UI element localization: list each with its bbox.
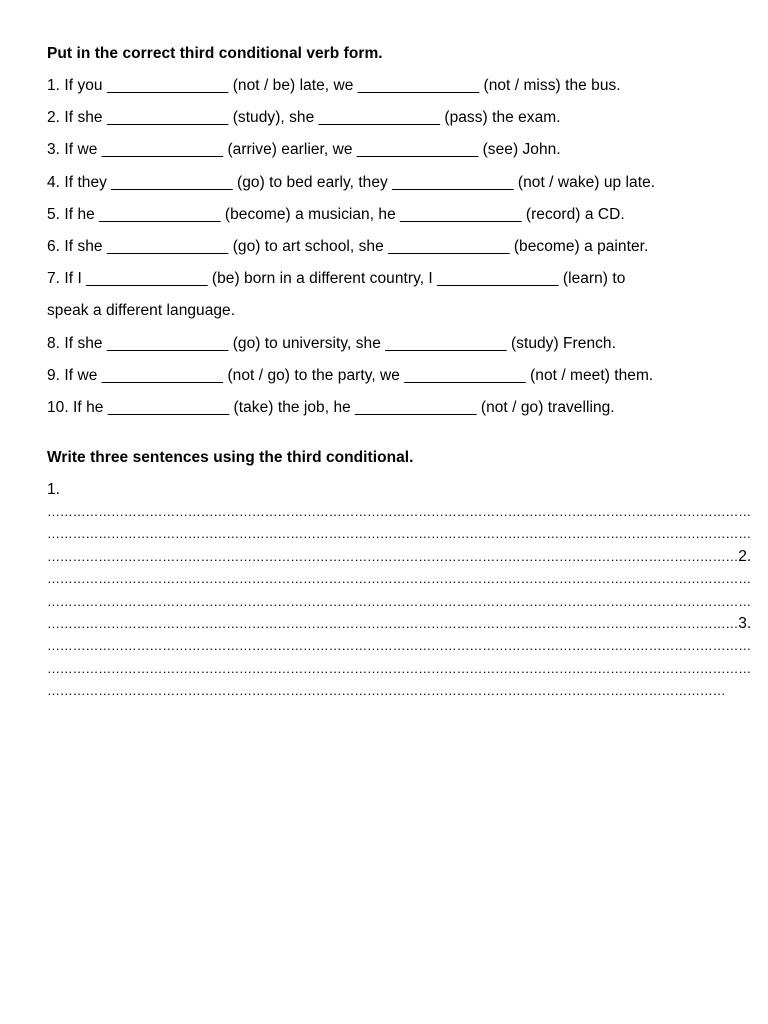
dotted-line: …………………………………………………………………………………………………………………………………………… xyxy=(47,683,726,699)
writing-line[interactable] xyxy=(47,635,752,657)
exercise1-heading: Put in the correct third conditional verb form. xyxy=(47,45,383,62)
writing-line[interactable] xyxy=(47,523,752,545)
writing-line[interactable] xyxy=(47,501,752,523)
exercise-line-3: 3. If we ______________ (arrive) earlier, we ______________ (see) John. xyxy=(47,141,561,159)
exercise-line-9: 9. If we ______________ (not / go) to the party, we ______________ (not / meet) them. xyxy=(47,366,654,384)
writing-line[interactable] xyxy=(47,613,752,635)
sentence-3-label: 3. xyxy=(738,615,752,633)
exercise-line-10: 10. If he ______________ (take) the job, he ______________ (not / go) travelling. xyxy=(47,398,615,416)
worksheet-page xyxy=(47,42,752,703)
writing-lines xyxy=(47,501,752,703)
writing-line[interactable] xyxy=(47,658,752,680)
dotted-line: ………………………………………………………………………………………………………………………………………………… xyxy=(47,504,752,520)
dotted-line: ………………………………………………………………………………………………………………………………………………… xyxy=(47,638,752,654)
exercise-line-2: 2. If she ______________ (study), she ______________ (pass) the exam. xyxy=(47,109,561,127)
sentence-2-label: 2. xyxy=(738,547,752,565)
writing-line[interactable] xyxy=(47,546,752,568)
exercise-line-8: 8. If she ______________ (go) to university, she ______________ (study) French. xyxy=(47,334,616,352)
writing-line[interactable] xyxy=(47,568,752,590)
writing-line[interactable] xyxy=(47,591,752,613)
dotted-line: ……………………………………………………………………………………………………………………………………………… xyxy=(47,616,739,632)
writing-line[interactable] xyxy=(47,680,727,702)
exercise-line-4: 4. If they ______________ (go) to bed early, they ______________ (not / wake) up late. xyxy=(47,173,656,191)
exercise-line-6: 6. If she ______________ (go) to art school, she ______________ (become) a painter. xyxy=(47,237,649,255)
dotted-line: ………………………………………………………………………………………………………………………………………………… xyxy=(47,593,752,609)
dotted-line: ………………………………………………………………………………………………………………………………………………… xyxy=(47,660,752,676)
exercise-line-5: 5. If he ______________ (become) a musician, he ______________ (record) a CD. xyxy=(47,205,625,223)
dotted-line: ……………………………………………………………………………………………………………………………………………… xyxy=(47,548,739,564)
exercise-line-7-continued: speak a different language. xyxy=(47,302,236,320)
exercise1-list xyxy=(47,74,727,428)
sentence-1-label: 1. xyxy=(47,481,61,499)
dotted-line: ………………………………………………………………………………………………………………………………………………… xyxy=(47,571,752,587)
dotted-line: ………………………………………………………………………………………………………………………………………………… xyxy=(47,526,752,542)
exercise2-heading: Write three sentences using the third conditional. xyxy=(47,449,414,467)
exercise-line-1: 1. If you ______________ (not / be) late, we ______________ (not / miss) the bus. xyxy=(47,77,621,94)
exercise-line-7: 7. If I ______________ (be) born in a different country, I ______________ (learn) to xyxy=(47,270,626,288)
